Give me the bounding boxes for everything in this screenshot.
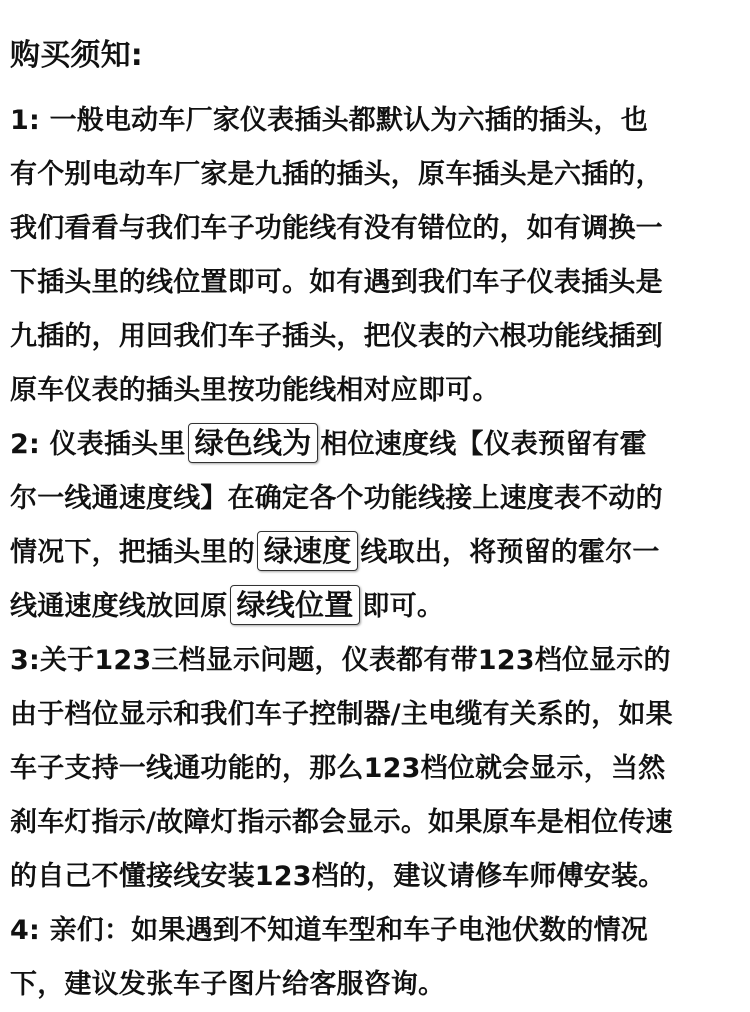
text-segment: 情况下，把插头里的: [10, 537, 255, 568]
section-1: [10, 94, 745, 418]
paragraph-line: 下插头里的线位置即可。如有遇到我们车子仪表插头是: [10, 267, 663, 298]
purchase-notice: [10, 34, 745, 1012]
paragraph-line: 4: 亲们：如果遇到不知道车型和车子电池伏数的情况: [10, 915, 648, 946]
text-segment: 线取出，将预留的霍尔一: [360, 537, 660, 568]
text-segment: 相位速度线【仪表预留有霍: [320, 429, 647, 460]
paragraph-line: 3:关于123三档显示问题，仪表都有带123档位显示的: [10, 645, 671, 676]
section-2: [10, 418, 745, 634]
paragraph-line: [10, 418, 745, 472]
text-segment: 线通速度线放回原: [10, 591, 228, 622]
paragraph-line: 由于档位显示和我们车子控制器/主电缆有关系的，如果: [10, 699, 673, 730]
paragraph-line: [10, 526, 745, 580]
paragraph-line: [10, 580, 745, 634]
page-title: 购买须知:: [10, 38, 143, 73]
highlight-box: 绿速度: [257, 531, 359, 571]
paragraph-line: 车子支持一线通功能的，那么123档位就会显示，当然: [10, 753, 666, 784]
paragraph-line: 九插的，用回我们车子插头，把仪表的六根功能线插到: [10, 321, 663, 352]
text-segment: 即可。: [362, 591, 445, 622]
highlight-box: 绿线位置: [230, 585, 361, 625]
paragraph-line: 有个别电动车厂家是九插的插头，原车插头是六插的，: [10, 159, 663, 190]
section-3: [10, 634, 745, 904]
section-4: [10, 904, 745, 1012]
paragraph-line: 刹车灯指示/故障灯指示都会显示。如果原车是相位传速: [10, 807, 673, 838]
paragraph-line: 的自己不懂接线安装123档的，建议请修车师傅安装。: [10, 861, 666, 892]
highlight-box: 绿色线为: [188, 423, 319, 463]
paragraph-line: 尔一线通速度线】在确定各个功能线接上速度表不动的: [10, 483, 663, 514]
paragraph-line: 1: 一般电动车厂家仪表插头都默认为六插的插头，也: [10, 105, 648, 136]
paragraph-line: 我们看看与我们车子功能线有没有错位的，如有调换一: [10, 213, 663, 244]
text-segment: 2: 仪表插头里: [10, 429, 186, 460]
paragraph-line: 原车仪表的插头里按功能线相对应即可。: [10, 375, 500, 406]
paragraph-line: 下，建议发张车子图片给客服咨询。: [10, 969, 446, 1000]
